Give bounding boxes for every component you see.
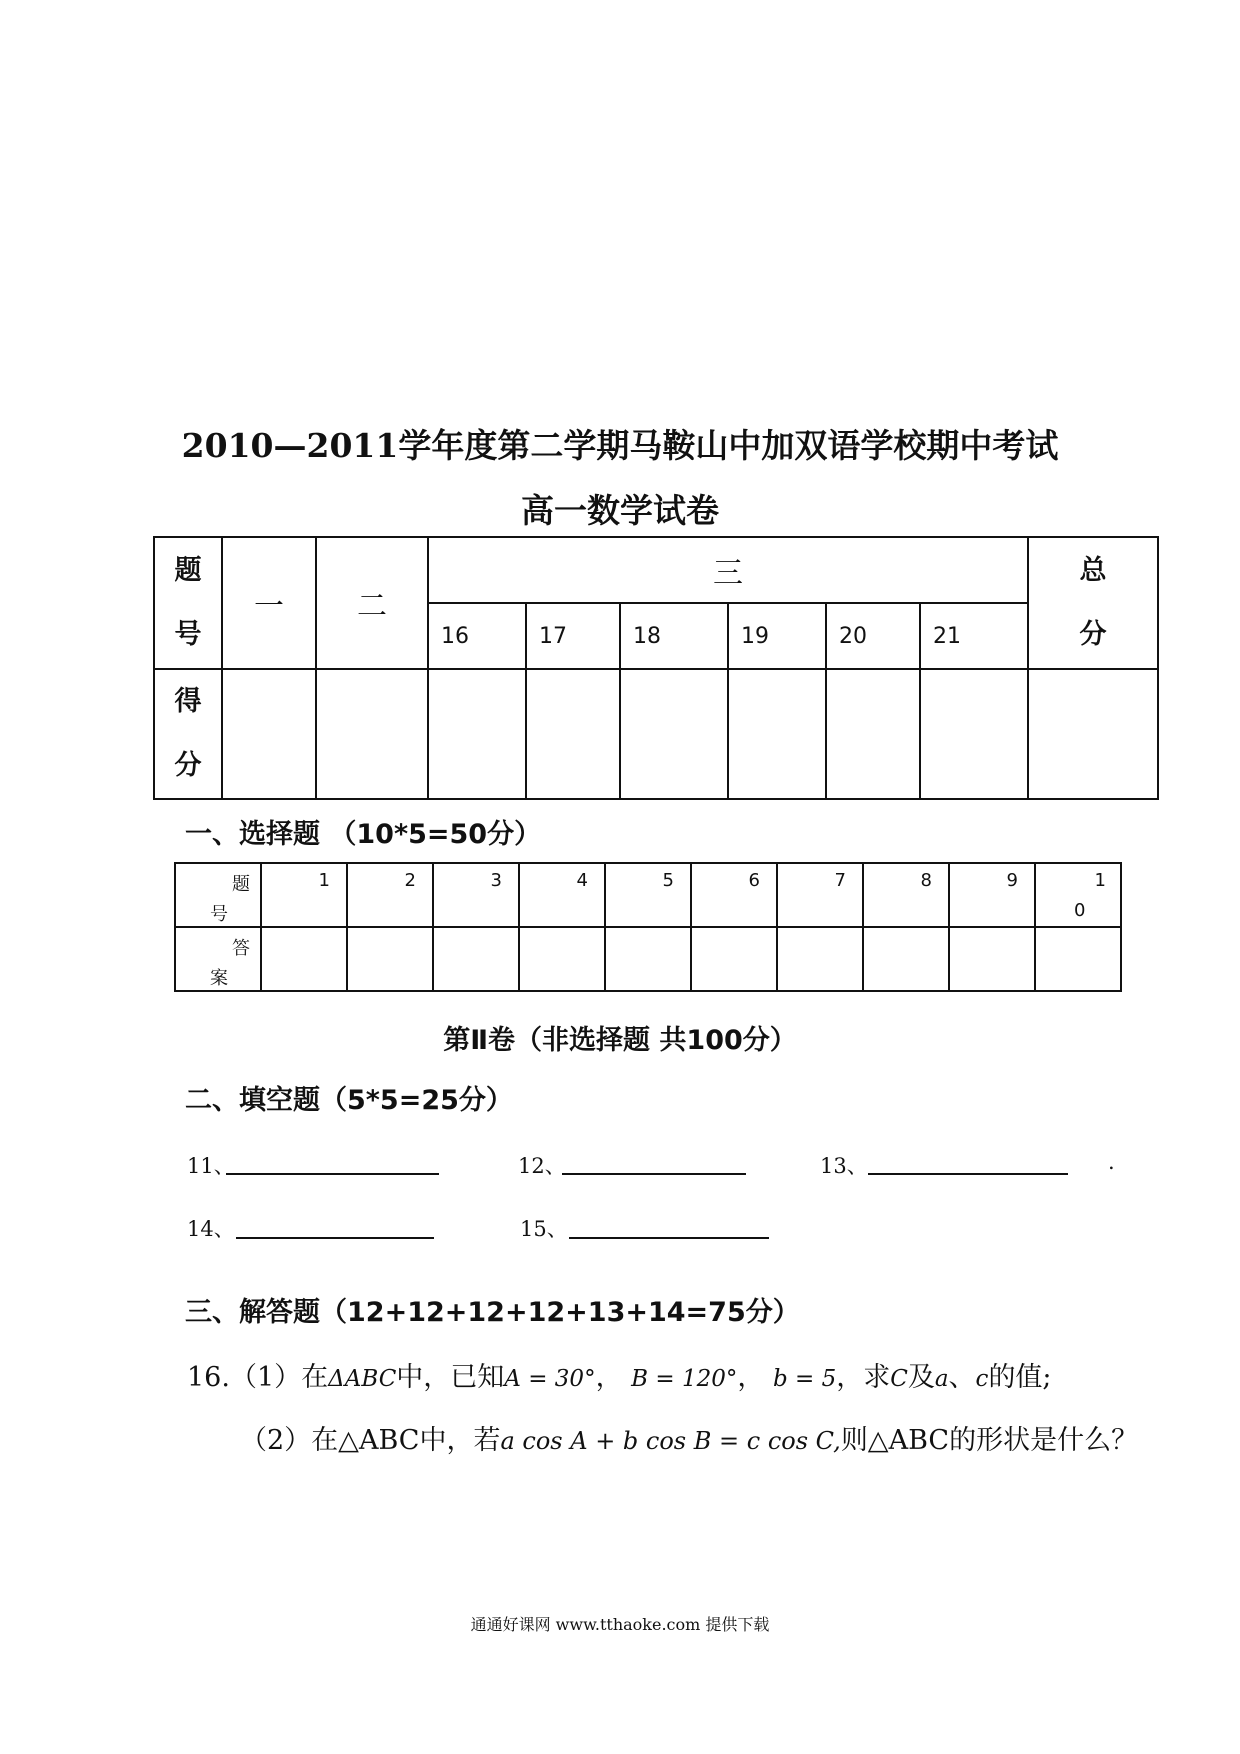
- score-cell[interactable]: [526, 669, 620, 799]
- score-table-header-label: [154, 537, 222, 669]
- answer-number-10-digit-0: 0: [1074, 900, 1086, 921]
- answer-cell[interactable]: [261, 927, 347, 991]
- q16-1-text: 、: [948, 1362, 976, 1393]
- blank-15-label: 15、: [520, 1217, 568, 1241]
- answer-number-4: 4: [519, 863, 605, 927]
- blank-13-label: 13、: [820, 1154, 868, 1178]
- blank-11-line[interactable]: [226, 1173, 439, 1175]
- q16-1-text: 及: [907, 1362, 935, 1393]
- section-1-title: 一、选择题 （10*5=50分）: [185, 819, 542, 850]
- answer-number-3: 3: [433, 863, 519, 927]
- q16-1-sep: ，: [595, 1362, 623, 1393]
- label-char-hao: 号: [210, 904, 228, 925]
- question-16-part-2: [240, 1418, 1138, 1457]
- answer-cell[interactable]: [691, 927, 777, 991]
- answer-table: [174, 862, 1122, 992]
- score-cell[interactable]: [428, 669, 526, 799]
- answer-table-answer-label: [175, 927, 261, 991]
- answer-number-9: 9: [949, 863, 1035, 927]
- answer-table-number-label: [175, 863, 261, 927]
- q16-1-var-c: c: [975, 1366, 989, 1392]
- label-char-fen: 分: [1079, 619, 1107, 650]
- label-char-ti: 题: [174, 555, 202, 586]
- answer-number-1: 1: [261, 863, 347, 927]
- score-total-label: [1028, 537, 1158, 669]
- score-cell[interactable]: [920, 669, 1028, 799]
- q16-2-text: 则△ABC的形状是什么？: [840, 1425, 1139, 1456]
- blank-15-line[interactable]: [569, 1237, 769, 1239]
- answer-number-6: 6: [691, 863, 777, 927]
- answer-cell[interactable]: [1035, 927, 1121, 991]
- label-char-de: 得: [174, 686, 202, 717]
- score-item-19: 19: [728, 603, 826, 669]
- q16-2-label: （2）在△ABC中，若: [240, 1425, 501, 1456]
- score-row-label: [154, 669, 222, 799]
- part-2-heading: 第Ⅱ卷（非选择题 共100分）: [443, 1025, 797, 1056]
- section-2-title: 二、填空题（5*5=25分）: [185, 1085, 513, 1116]
- q16-1-side-b: b = 5: [772, 1366, 837, 1392]
- q16-1-text: ，求: [836, 1362, 891, 1393]
- label-char-zong: 总: [1079, 555, 1107, 586]
- score-item-21: 21: [920, 603, 1028, 669]
- score-table: [153, 536, 1159, 800]
- label-char-an: 案: [210, 968, 228, 989]
- q16-1-sep: ，: [737, 1362, 765, 1393]
- label-char-ti: 题: [232, 874, 250, 895]
- answer-cell[interactable]: [863, 927, 949, 991]
- score-item-17: 17: [526, 603, 620, 669]
- blank-12-line[interactable]: [562, 1173, 746, 1175]
- label-char-hao: 号: [174, 619, 202, 650]
- answer-cell[interactable]: [777, 927, 863, 991]
- blank-11-label: 11、: [187, 1154, 235, 1178]
- q16-1-angle-a: A = 30°: [504, 1366, 596, 1392]
- answer-number-5: 5: [605, 863, 691, 927]
- answer-number-10-digit-1: 1: [1094, 870, 1106, 891]
- answer-cell[interactable]: [949, 927, 1035, 991]
- blank-13-line[interactable]: [868, 1173, 1068, 1175]
- q16-1-triangle: ΔABC: [328, 1366, 397, 1392]
- label-char-da: 答: [232, 938, 250, 959]
- blank-14-label: 14、: [187, 1217, 235, 1241]
- blank-14-line[interactable]: [236, 1237, 434, 1239]
- question-16-number: 16.: [187, 1362, 230, 1393]
- score-cell[interactable]: [222, 669, 316, 799]
- answer-cell[interactable]: [605, 927, 691, 991]
- q16-1-var-a: a: [934, 1366, 949, 1392]
- answer-number-2: 2: [347, 863, 433, 927]
- section-3-title: 三、解答题（12+12+12+12+13+14=75分）: [185, 1297, 800, 1328]
- label-char-fen2: 分: [174, 750, 202, 781]
- exam-subtitle: 高一数学试卷: [521, 491, 719, 530]
- score-part-3: 三: [428, 537, 1028, 603]
- score-cell[interactable]: [316, 669, 428, 799]
- score-part-2: 二: [316, 537, 428, 669]
- answer-cell[interactable]: [433, 927, 519, 991]
- score-item-18: 18: [620, 603, 728, 669]
- score-cell[interactable]: [728, 669, 826, 799]
- question-16-part-1: [187, 1355, 1052, 1394]
- blank-13-dot: .: [1108, 1150, 1115, 1174]
- q16-1-var-c-upper: C: [890, 1366, 908, 1392]
- q16-1-angle-b: B = 120°: [631, 1366, 738, 1392]
- q16-1-text: 中，已知: [396, 1362, 505, 1393]
- score-part-1: 一: [222, 537, 316, 669]
- score-cell[interactable]: [1028, 669, 1158, 799]
- score-item-20: 20: [826, 603, 920, 669]
- score-item-16: 16: [428, 603, 526, 669]
- score-cell[interactable]: [620, 669, 728, 799]
- answer-number-8: 8: [863, 863, 949, 927]
- q16-1-text: 的值;: [988, 1362, 1052, 1393]
- footer-credit: 通通好课网 www.tthaoke.com 提供下载: [470, 1615, 770, 1634]
- blank-12-label: 12、: [518, 1154, 566, 1178]
- answer-number-7: 7: [777, 863, 863, 927]
- answer-cell[interactable]: [519, 927, 605, 991]
- q16-1-label: （1）在: [229, 1362, 329, 1393]
- score-cell[interactable]: [826, 669, 920, 799]
- exam-title: 2010—2011学年度第二学期马鞍山中加双语学校期中考试: [181, 426, 1059, 465]
- q16-2-equation: a cos A + b cos B = c cos C,: [500, 1427, 841, 1455]
- answer-number-10: [1035, 863, 1121, 927]
- answer-cell[interactable]: [347, 927, 433, 991]
